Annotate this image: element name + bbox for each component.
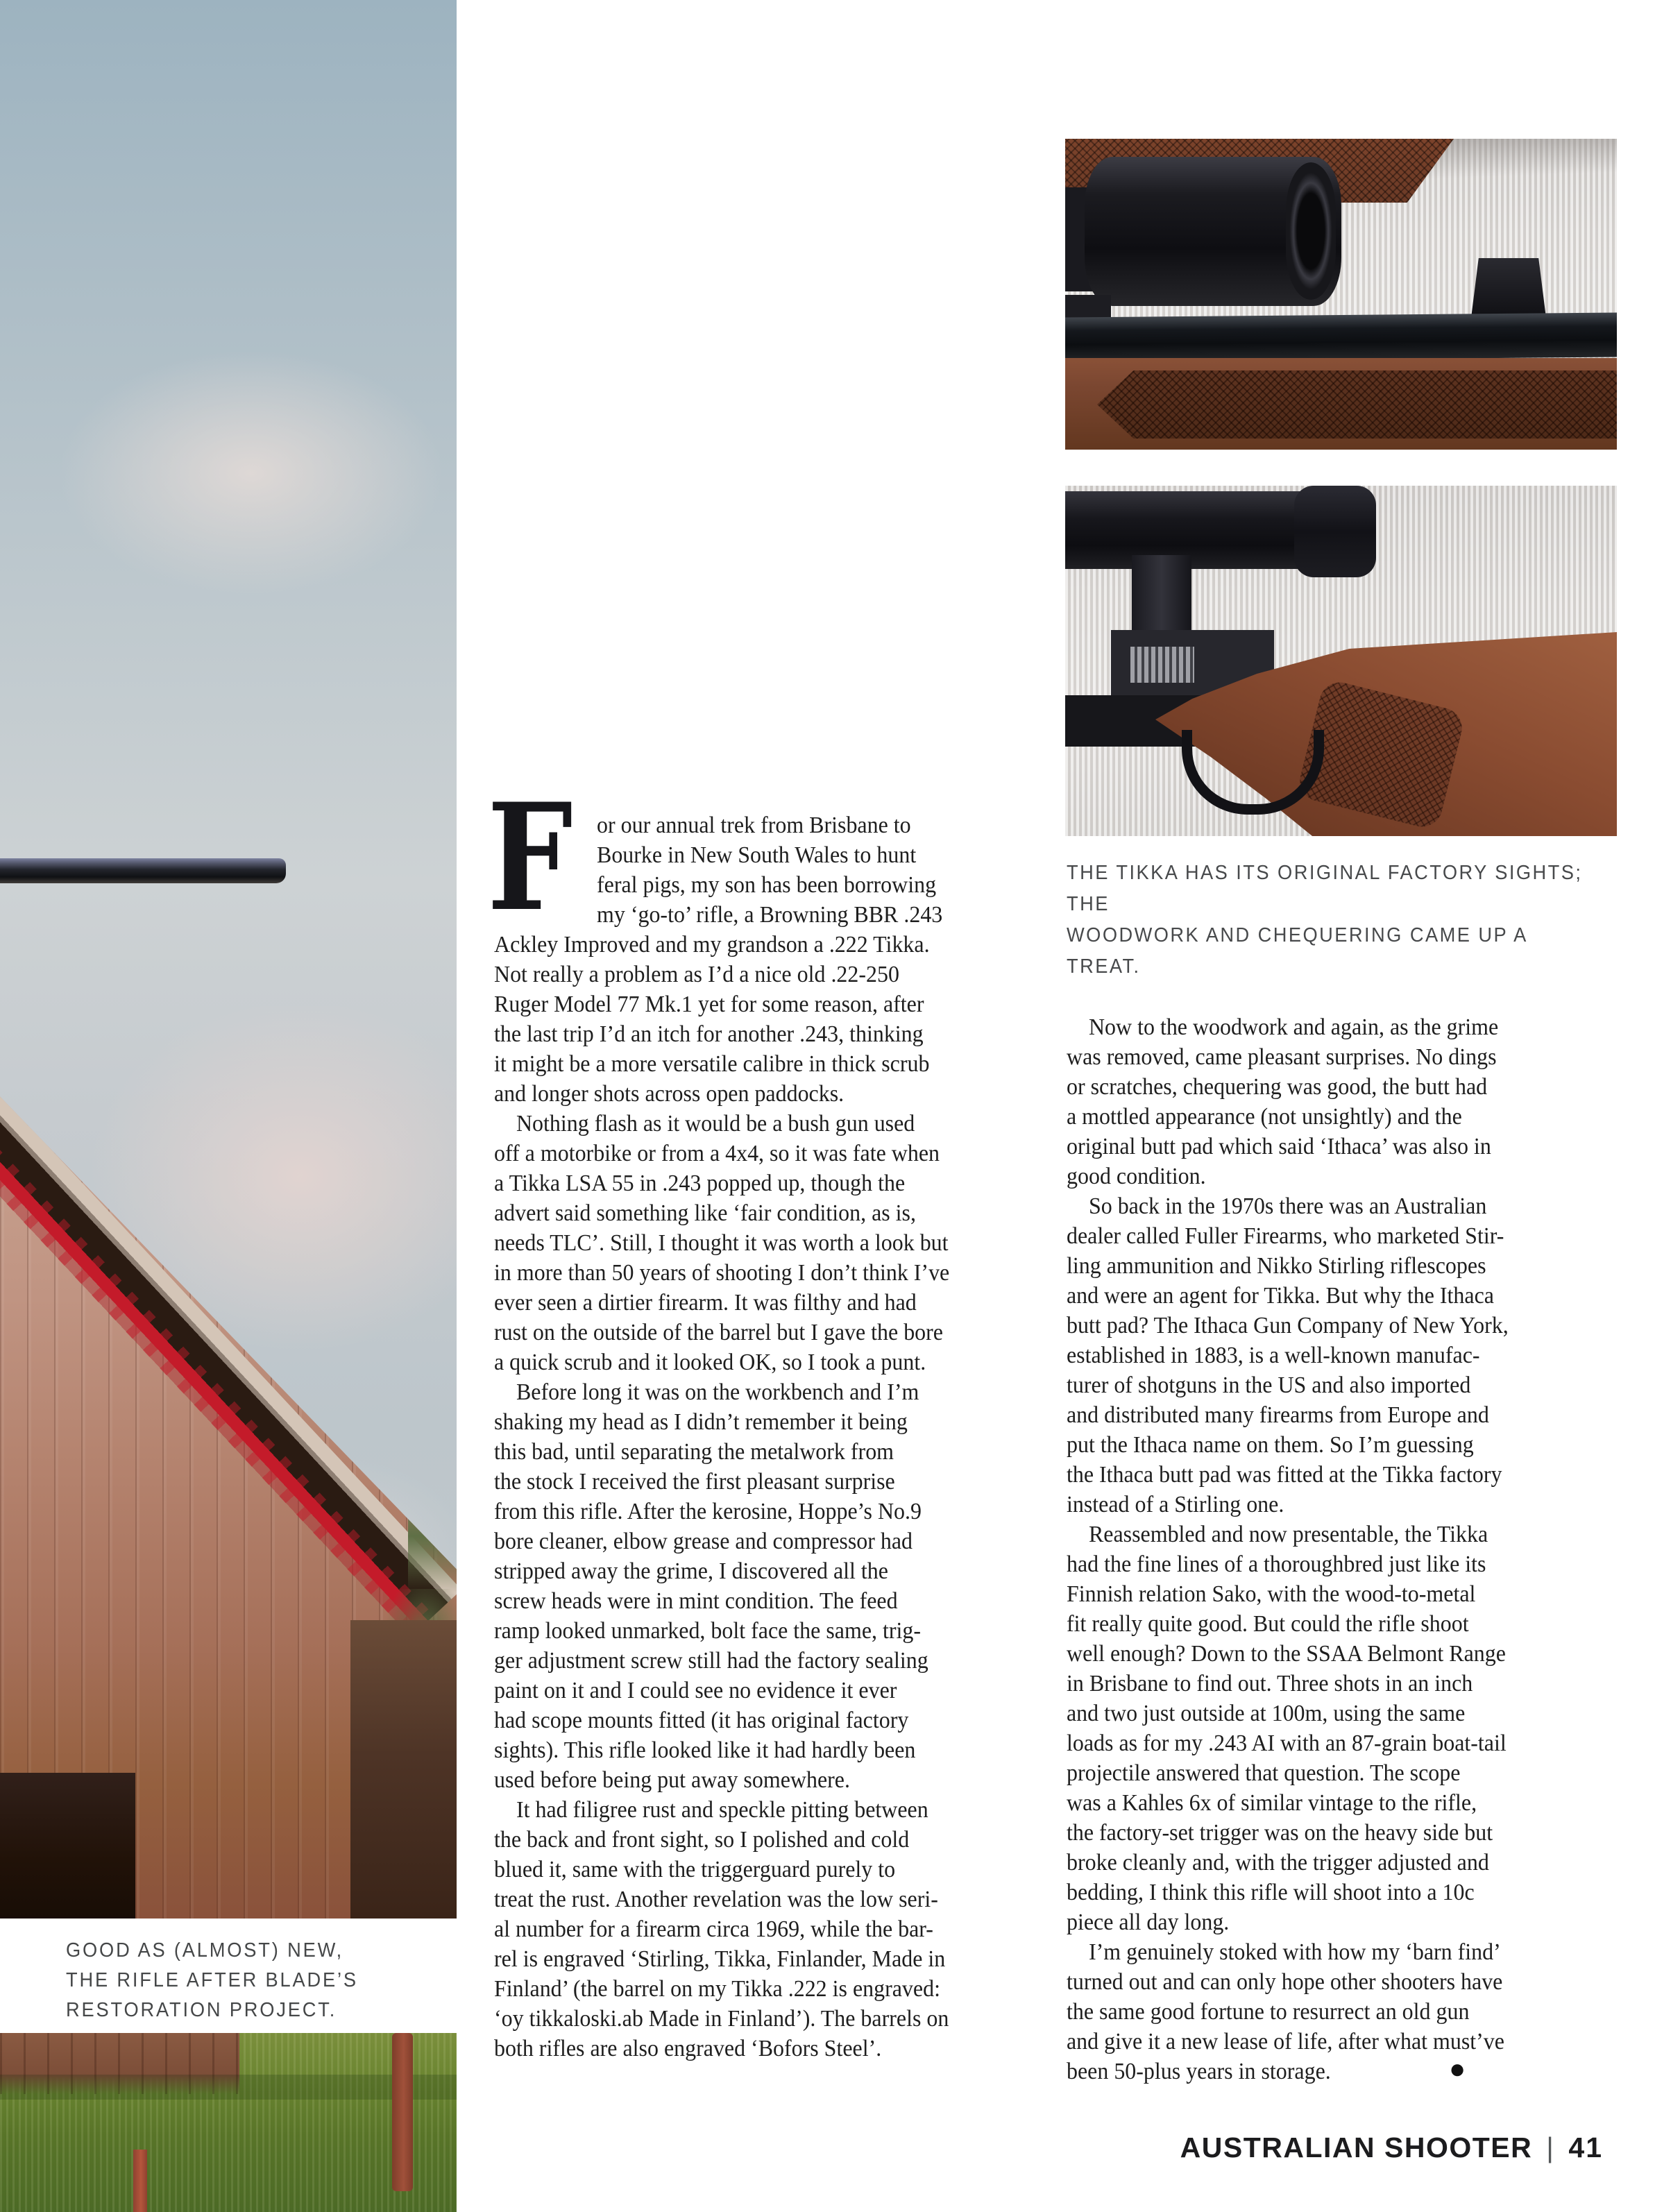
footer-separator: |: [1546, 2132, 1555, 2163]
text-line: Now to the woodwork and again, as the grime: [1067, 1014, 1499, 1040]
text-line: Not really a problem as I’d a nice old .22-250: [494, 962, 899, 987]
text-line: blued it, same with the triggerguard purely to: [494, 1857, 896, 1882]
text-line: Finnish relation Sako, with the wood-to-metal: [1067, 1581, 1476, 1607]
text-line: projectile answered that question. The scope: [1067, 1760, 1461, 1786]
text-line: well enough? Down to the SSAA Belmont Range: [1067, 1641, 1506, 1667]
page-footer: [1180, 2132, 1603, 2164]
barn-doorway: [0, 1773, 135, 1919]
text-line: Nothing flash as it would be a bush gun used: [494, 1111, 915, 1137]
rifle-barrel: [1065, 312, 1617, 361]
text-line: a mottled appearance (not unsightly) and the: [1067, 1104, 1462, 1130]
text-line: It had filigree rust and speckle pitting between: [494, 1797, 928, 1823]
text-line: feral pigs, my son has been borrowing: [597, 872, 937, 898]
text-line: and give it a new lease of life, after what must’ve: [1067, 2029, 1504, 2054]
rear-sight: [1471, 258, 1546, 318]
scope-ring-mount: [1132, 555, 1191, 642]
text-line: and distributed many firearms from Europe and: [1067, 1402, 1489, 1428]
scope-objective-rim: [1286, 162, 1336, 300]
text-line: needs TLC’. Still, I thought it was worth a look but: [494, 1230, 949, 1256]
text-line: my ‘go-to’ rifle, a Browning BBR .243: [597, 902, 943, 928]
text-line: turer of shotguns in the US and also imported: [1067, 1372, 1471, 1398]
text-line: the stock I received the first pleasant surprise: [494, 1469, 895, 1495]
text-line: al number for a firearm circa 1969, while the bar-: [494, 1916, 933, 1942]
text-line: the back and front sight, so I polished and cold: [494, 1827, 910, 1853]
text-line: and were an agent for Tikka. But why the Ithaca: [1067, 1283, 1494, 1309]
column2-body: [1067, 1012, 1536, 2086]
text-line: fit really quite good. But could the rifle shoot: [1067, 1611, 1469, 1637]
text-line: in Brisbane to find out. Three shots in an inch: [1067, 1671, 1473, 1696]
text-line: Bourke in New South Wales to hunt: [597, 842, 917, 868]
text-line: original butt pad which said ‘Ithaca’ was also in: [1067, 1134, 1491, 1159]
text-line: or our annual trek from Brisbane to: [597, 813, 911, 838]
text-line: piece all day long.: [1067, 1909, 1230, 1935]
column1-intro-lines: [494, 810, 965, 930]
text-line: WOODWORK AND CHEQUERING CAME UP A TREAT.: [1067, 924, 1527, 978]
text-line: used before being put away somewhere.: [494, 1767, 850, 1793]
column1-body: [494, 930, 978, 2064]
text-line: THE RIFLE AFTER BLADE’S: [66, 1969, 358, 1991]
drop-cap: F: [487, 771, 573, 944]
text-line: dealer called Fuller Firearms, who marketed Stir-: [1067, 1223, 1504, 1249]
text-line: and two just outside at 100m, using the same: [1067, 1701, 1466, 1726]
text-line: paint on it and I could see no evidence it ever: [494, 1678, 897, 1703]
text-line: Ackley Improved and my grandson a .222 Tikka.: [494, 932, 930, 958]
text-line: I’m genuinely stoked with how my ‘barn find’: [1067, 1939, 1501, 1965]
text-line: in more than 50 years of shooting I don’t think I’ve: [494, 1260, 950, 1286]
text-line: a Tikka LSA 55 in .243 popped up, though the: [494, 1171, 906, 1196]
text-line: both rifles are also engraved ‘Bofors Steel’.: [494, 2036, 882, 2061]
text-line: off a motorbike or from a 4x4, so it was fate when: [494, 1141, 940, 1166]
text-line: established in 1883, is a well-known manufac-: [1067, 1343, 1480, 1368]
text-line: THE TIKKA HAS ITS ORIGINAL FACTORY SIGHTS; THE: [1067, 862, 1583, 915]
text-line: Reassembled and now presentable, the Tikka: [1067, 1522, 1488, 1547]
text-line: it might be a more versatile calibre in thick scrub: [494, 1051, 930, 1077]
text-line: ling ammunition and Nikko Stirling riflescopes: [1067, 1253, 1486, 1279]
text-line: ger adjustment screw still had the factory sealing: [494, 1648, 928, 1674]
checkering-panel: [1097, 371, 1617, 439]
text-line: a quick scrub and it looked OK, so I took a punt.: [494, 1350, 926, 1375]
magazine-name: AUSTRALIAN SHOOTER: [1180, 2132, 1533, 2163]
text-line: butt pad? The Ithaca Gun Company of New York,: [1067, 1313, 1509, 1338]
text-line: or scratches, chequering was good, the butt had: [1067, 1074, 1488, 1100]
text-line: was a Kahles 6x of similar vintage to the rifle,: [1067, 1790, 1477, 1816]
grass-photo-strip: [0, 2033, 457, 2212]
text-line: shaking my head as I didn’t remember it being: [494, 1409, 908, 1435]
text-line: GOOD AS (ALMOST) NEW,: [66, 1939, 344, 1962]
text-line: turned out and can only hope other shooters have: [1067, 1969, 1503, 1995]
page-number: 41: [1568, 2132, 1603, 2163]
bolt-serration: [1130, 647, 1194, 683]
text-line: advert said something like ‘fair condition, as is,: [494, 1200, 916, 1226]
barn-shadow: [350, 1620, 457, 1919]
text-line: instead of a Stirling one.: [1067, 1492, 1284, 1517]
text-line: treat the rust. Another revelation was the low seri-: [494, 1887, 938, 1912]
text-line: the same good fortune to resurrect an old gun: [1067, 1999, 1470, 2025]
text-line: bedding, I think this rifle will shoot into a 10c: [1067, 1880, 1475, 1905]
text-line: the factory-set trigger was on the heavy side but: [1067, 1820, 1493, 1846]
text-line: Finland’ (the barrel on my Tikka .222 is engraved:: [494, 1976, 940, 2002]
text-line: broke cleanly and, with the trigger adjusted and: [1067, 1850, 1489, 1875]
text-line: and longer shots across open paddocks.: [494, 1081, 845, 1107]
scope-ocular: [1294, 486, 1376, 577]
text-line: So back in the 1970s there was an Australian: [1067, 1193, 1487, 1219]
text-line: good condition.: [1067, 1164, 1206, 1189]
text-line: Before long it was on the workbench and I’m: [494, 1379, 919, 1405]
text-line: had scope mounts fitted (it has original factory: [494, 1708, 909, 1733]
text-line: Ruger Model 77 Mk.1 yet for some reason, after: [494, 992, 924, 1017]
rifle-stock-photo: [1065, 486, 1617, 836]
text-line: from this rifle. After the kerosine, Hoppe’s No.9: [494, 1499, 922, 1524]
fence-post-small: [133, 2150, 147, 2212]
barn-photo: [0, 0, 457, 1919]
text-line: ramp looked unmarked, bolt face the same, trig-: [494, 1618, 922, 1644]
text-line: ‘oy tikkaloski.ab Made in Finland’). The barrels on: [494, 2006, 949, 2032]
text-line: stripped away the grime, I discovered all the: [494, 1558, 888, 1584]
end-of-article-icon: ●: [1449, 2053, 1466, 2084]
text-line: sights). This rifle looked like it had hardly been: [494, 1737, 916, 1763]
text-line: ever seen a dirtier firearm. It was filthy and had: [494, 1290, 917, 1316]
text-line: loads as for my .243 AI with an 87-grain boat-tail: [1067, 1730, 1507, 1756]
text-line: rust on the outside of the barrel but I gave the bore: [494, 1320, 943, 1345]
rifle-forend-photo: [1065, 139, 1617, 450]
text-line: bore cleaner, elbow grease and compressor had: [494, 1529, 913, 1554]
grass-shadow-band: [0, 2075, 457, 2100]
cloud: [0, 298, 457, 687]
text-line: put the Ithaca name on them. So I’m guessing: [1067, 1432, 1474, 1458]
text-line: this bad, until separating the metalwork from: [494, 1439, 894, 1465]
text-line: screw heads were in mint condition. The feed: [494, 1588, 898, 1614]
text-line: been 50-plus years in storage.: [1067, 2059, 1331, 2084]
rifle-barrel-in-photo: [0, 858, 286, 883]
text-line: the last trip I’d an itch for another .243, thinking: [494, 1021, 924, 1047]
rifle-photos-caption: [1067, 858, 1622, 982]
text-line: RESTORATION PROJECT.: [66, 1999, 337, 2021]
left-photo-caption: [66, 1936, 427, 2025]
fence-post: [392, 2033, 413, 2191]
text-line: had the fine lines of a thoroughbred just like its: [1067, 1551, 1486, 1577]
text-line: was removed, came pleasant surprises. No dings: [1067, 1044, 1497, 1070]
text-line: the Ithaca butt pad was fitted at the Tikka factory: [1067, 1462, 1502, 1488]
text-line: rel is engraved ‘Stirling, Tikka, Finlander, Made in: [494, 1946, 946, 1972]
